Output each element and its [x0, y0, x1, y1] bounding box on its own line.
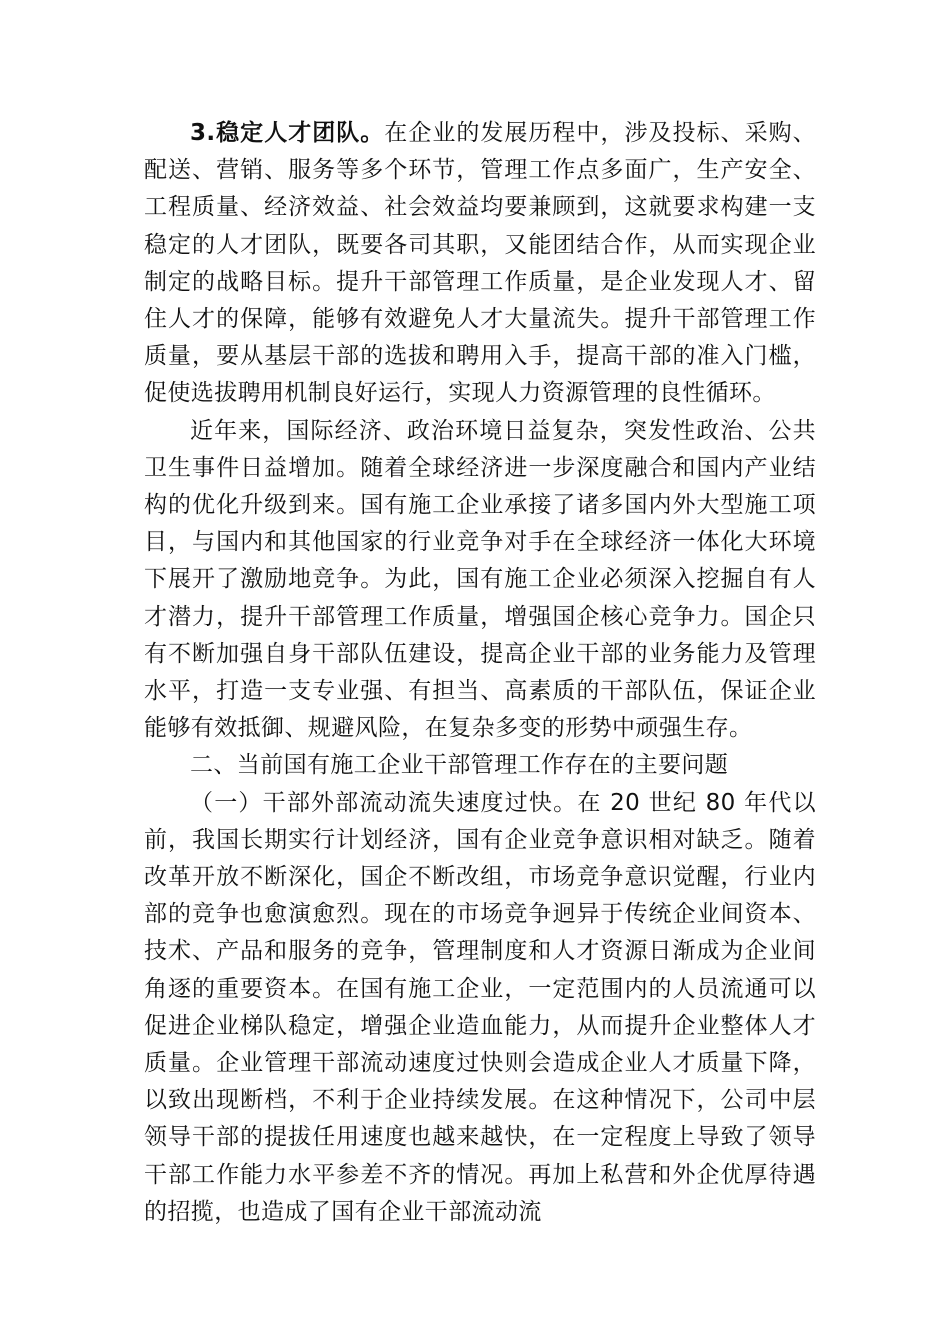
paragraph-heading: 3.稳定人才团队。 — [190, 120, 385, 146]
section-heading-text: 二、当前国有施工企业干部管理工作存在的主要问题 — [190, 752, 729, 779]
paragraph-text: （一）干部外部流动流失速度过快。在 20 世纪 80 年代以前，我国长期实行计划经济，国有企业竞争意识相对缺乏。随着改革开放不断深化，国企不断改组，市场竞争意识觉醒，行业内部的竞争也愈演愈烈。现在的市场竞争迥异于传统企业间资本、技术、产品和服务的竞争，管理制度和人才资源日渐成为企业间角逐的重要资本。在国有施工企业，一定范围内的人员流通可以促进企业梯队稳定，增强企业造血能力，从而提升企业整体人才质量。企业管理干部流动速度过快则会造成企业人才质量下降，以致出现断档，不利于企业持续发展。在这种情况下，公司中层领导干部的提拔任用速度也越来越快，在一定程度上导致了领导干部工作能力水平参差不齐的情况。再加上私营和外企优厚待遇的招揽，也造成了国有企业干部流动流 — [144, 789, 816, 1225]
paragraph-cadre-turnover — [144, 785, 816, 1231]
paragraph-talent-team — [144, 115, 816, 413]
paragraph-text: 在企业的发展历程中，涉及投标、采购、配送、营销、服务等多个环节，管理工作点多面广，生产安全、工程质量、经济效益、社会效益均要兼顾到，这就要求构建一支稳定的人才团队，既要各司其职，又能团结合作，从而实现企业制定的战略目标。提升干部管理工作质量，是企业发现人才、留住人才的保障，能够有效避免人才大量流失。提升干部管理工作质量，要从基层干部的选拔和聘用入手，提高干部的准入门槛，促使选拔聘用机制良好运行，实现人力资源管理的良性循环。 — [144, 120, 817, 407]
paragraph-environment — [144, 413, 816, 748]
section-heading — [144, 747, 816, 784]
document-body — [144, 115, 816, 1231]
paragraph-text: 近年来，国际经济、政治环境日益复杂，突发性政治、公共卫生事件日益增加。随着全球经济进一步深度融合和国内产业结构的优化升级到来。国有施工企业承接了诸多国内外大型施工项目，与国内和其他国家的行业竞争对手在全球经济一体化大环境下展开了激励地竞争。为此，国有施工企业必须深入挖掘自有人才潜力，提升干部管理工作质量，增强国企核心竞争力。国企只有不断加强自身干部队伍建设，提高企业干部的业务能力及管理水平，打造一支专业强、有担当、高素质的干部队伍，保证企业能够有效抵御、规避风险，在复杂多变的形势中顽强生存。 — [144, 417, 816, 742]
